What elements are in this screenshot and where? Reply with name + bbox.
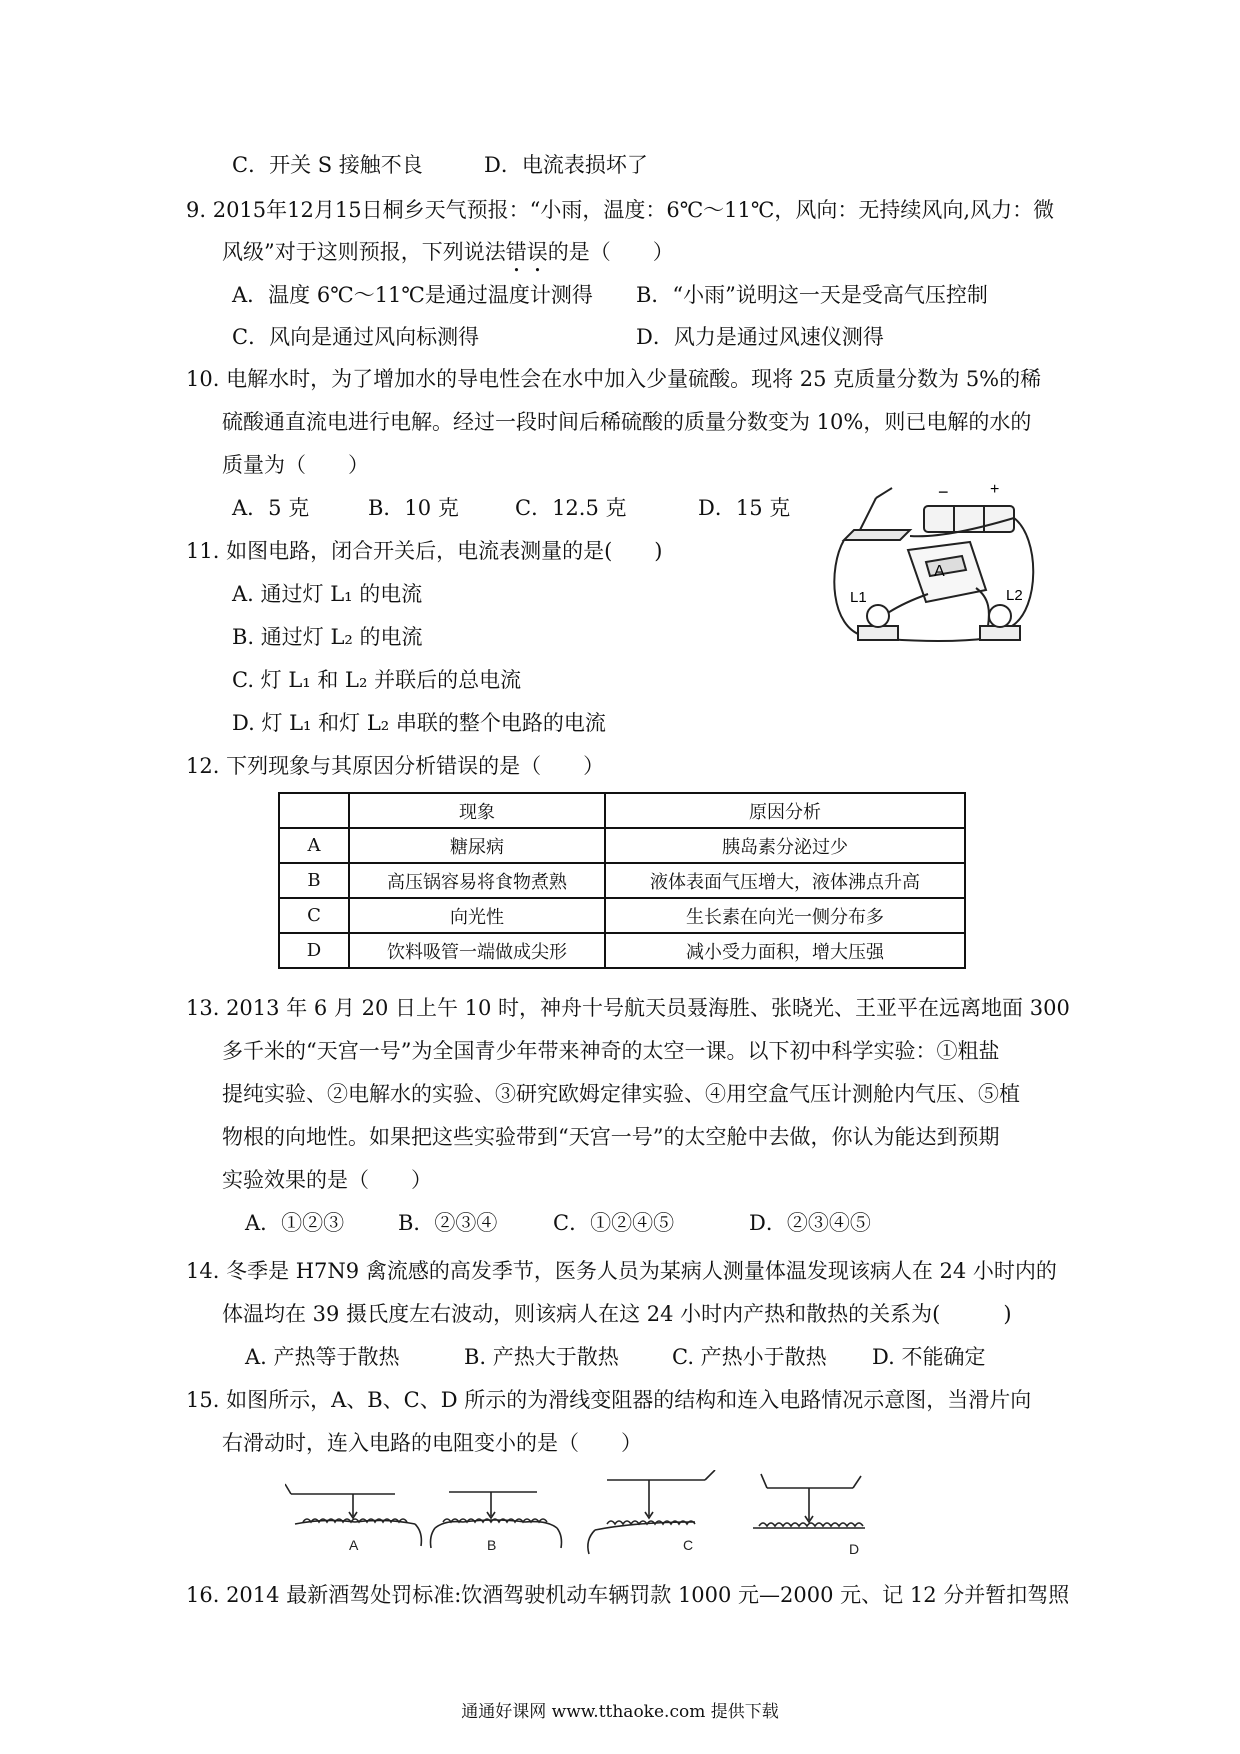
table-header-cell: 原因分析 — [605, 793, 965, 828]
q9-option-c: C．风向是通过风向标测得 — [232, 325, 480, 349]
q9-option-b: B．“小雨”说明这一天是受高气压控制 — [636, 283, 988, 307]
q13-option-d: D．②③④⑤ — [749, 1211, 871, 1235]
q14-option-b: B. 产热大于散热 — [464, 1345, 619, 1369]
rheostat-label-b: B — [487, 1537, 497, 1553]
q11-option-d: D. 灯 L₁ 和灯 L₂ 串联的整个电路的电流 — [232, 711, 606, 735]
q9-emphasis: 错误 — [505, 240, 548, 264]
table-cell: 糖尿病 — [349, 828, 605, 863]
q9-option-d: D．风力是通过风速仪测得 — [636, 325, 884, 349]
q13-option-b: B．②③④ — [398, 1211, 498, 1235]
rheostat-c — [588, 1470, 715, 1554]
table-row — [279, 933, 965, 968]
q9-option-a: A．温度 6℃～11℃是通过温度计测得 — [232, 283, 593, 307]
q13-option-a: A．①②③ — [245, 1211, 345, 1235]
q16-stem-line1: 16. 2014 最新酒驾处罚标准:饮酒驾驶机动车辆罚款 1000 元—2000 元、记 12 分并暂扣驾照 — [186, 1583, 1070, 1607]
battery-minus: − — [938, 482, 949, 502]
q13-stem-line2: 多千米的“天宫一号”为全国青少年带来神奇的太空一课。以下初中科学实验：①粗盐 — [222, 1039, 1000, 1063]
q11-option-a: A. 通过灯 L₁ 的电流 — [232, 582, 423, 606]
q11-stem: 11. 如图电路，闭合开关后，电流表测量的是( ) — [186, 539, 663, 563]
table-row — [279, 828, 965, 863]
table-header-cell: 现象 — [349, 793, 605, 828]
q14-stem-line2: 体温均在 39 摄氏度左右波动，则该病人在这 24 小时内产热和散热的关系为( ) — [222, 1302, 1012, 1326]
q10-stem-line1: 10. 电解水时，为了增加水的导电性会在水中加入少量硫酸。现将 25 克质量分数为 5%的稀 — [186, 367, 1042, 391]
q10-option-a: A．5 克 — [232, 496, 310, 520]
q15-rheostat-figures — [285, 1470, 905, 1560]
q10-stem-line3: 质量为（ ） — [222, 453, 369, 477]
q10-option-b: B．10 克 — [368, 496, 459, 520]
q10-stem-line2: 硫酸通直流电进行电解。经过一段时间后稀硫酸的质量分数变为 10%，则已电解的水的 — [222, 410, 1032, 434]
rheostat-label-d: D — [849, 1541, 860, 1557]
table-cell: B — [279, 863, 349, 898]
table-row — [279, 863, 965, 898]
q14-option-c: C. 产热小于散热 — [672, 1345, 827, 1369]
table-header-row — [279, 793, 965, 828]
q12-table — [278, 792, 966, 969]
rheostat-label-c: C — [683, 1537, 694, 1553]
q13-stem-line1: 13. 2013 年 6 月 20 日上午 10 时，神舟十号航天员聂海胜、张晓光、王亚平在远离地面 300 — [186, 996, 1070, 1020]
table-cell: A — [279, 828, 349, 863]
q15-stem-line2: 右滑动时，连入电路的电阻变小的是（ ） — [222, 1431, 642, 1455]
lamp2-label: L2 — [1006, 587, 1023, 604]
q8-option-d: D．电流表损坏了 — [484, 153, 648, 177]
q15-stem-line1: 15. 如图所示，A、B、C、D 所示的为滑线变阻器的结构和连入电路情况示意图，当滑片向 — [186, 1388, 1032, 1412]
rheostat-d — [753, 1474, 865, 1528]
q9-stem-text: 风级”对于这则预报，下列说法 — [222, 240, 506, 264]
ammeter-label: A — [934, 563, 945, 580]
table-cell: 高压锅容易将食物煮熟 — [349, 863, 605, 898]
table-cell: 减小受力面积，增大压强 — [605, 933, 965, 968]
table-header-cell — [279, 793, 349, 828]
q9-stem-line1: 9. 2015年12月15日桐乡天气预报：“小雨，温度：6℃～11℃，风向：无持续风向,风力：微 — [186, 198, 1055, 222]
table-cell: 向光性 — [349, 898, 605, 933]
q9-stem-tail: 的是（ ） — [547, 240, 674, 264]
q13-option-c: C．①②④⑤ — [553, 1211, 675, 1235]
table-row — [279, 898, 965, 933]
table-cell: C — [279, 898, 349, 933]
lamp1-label: L1 — [850, 589, 867, 606]
q14-stem-line1: 14. 冬季是 H7N9 禽流感的高发季节，医务人员为某病人测量体温发现该病人在 24 小时内的 — [186, 1259, 1057, 1283]
q14-option-a: A. 产热等于散热 — [245, 1345, 400, 1369]
q10-option-d: D．15 克 — [698, 496, 791, 520]
rheostat-label-a: A — [349, 1537, 359, 1553]
q13-stem-line3: 提纯实验、②电解水的实验、③研究欧姆定律实验、④用空盒气压计测舱内气压、⑤植 — [222, 1082, 1020, 1106]
q13-stem-line4: 物根的向地性。如果把这些实验带到“天宫一号”的太空舱中去做，你认为能达到预期 — [222, 1125, 1000, 1149]
q11-option-c: C. 灯 L₁ 和 L₂ 并联后的总电流 — [232, 668, 522, 692]
q9-stem-line2 — [222, 237, 674, 277]
switch — [844, 530, 910, 540]
page-footer: 通通好课网 www.tthaoke.com 提供下载 — [461, 1702, 779, 1722]
q10-option-c: C．12.5 克 — [515, 496, 627, 520]
table-cell: 液体表面气压增大，液体沸点升高 — [605, 863, 965, 898]
q14-option-d: D. 不能确定 — [872, 1345, 986, 1369]
table-cell: 生长素在向光一侧分布多 — [605, 898, 965, 933]
battery-plus: + — [990, 481, 1000, 498]
battery — [924, 506, 1014, 532]
q8-option-c: C．开关 S 接触不良 — [232, 153, 423, 177]
q11-option-b: B. 通过灯 L₂ 的电流 — [232, 625, 423, 649]
table-cell: 胰岛素分泌过少 — [605, 828, 965, 863]
q12-stem: 12. 下列现象与其原因分析错误的是（ ） — [186, 754, 605, 778]
table-cell: D — [279, 933, 349, 968]
q13-stem-line5: 实验效果的是（ ） — [222, 1168, 432, 1192]
table-cell: 饮料吸管一端做成尖形 — [349, 933, 605, 968]
q11-circuit-figure — [830, 478, 1040, 658]
